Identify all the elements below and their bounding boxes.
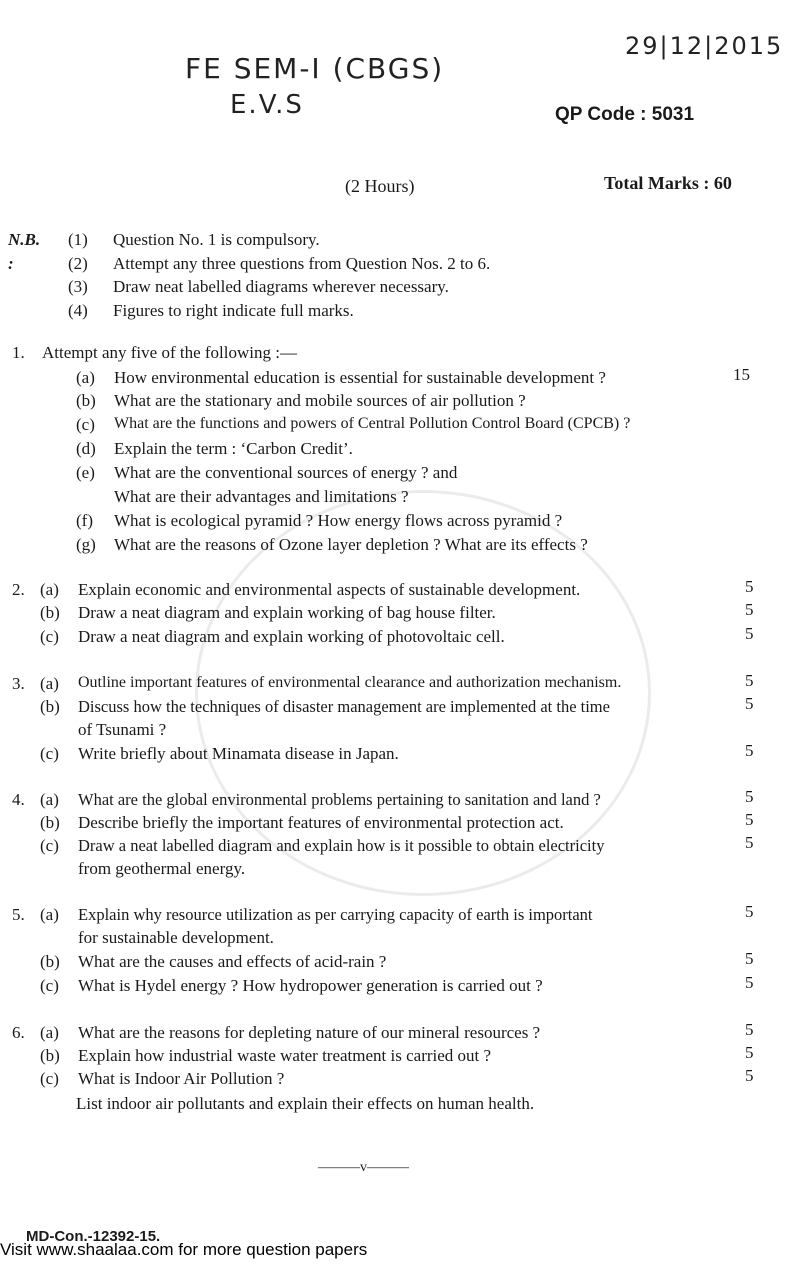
question-part: Discuss how the techniques of disaster management are implemented at the time <box>78 697 610 716</box>
question-part: Explain why resource utilization as per carrying capacity of earth is important <box>78 905 593 924</box>
question-part: What is Hydel energy ? How hydropower generation is carried out ? <box>78 976 543 995</box>
question-paper-page: FE SEM-I (CBGS) E.V.S 29|12|2015 QP Code : 5031 (2 Hours) Total Marks : 60 N.B. : (1) Question No. 1 is compulsory. (2) Attempt any three questions from Question Nos. 2 to 6. (3) Draw neat labelled diagrams wherever necessary. (4) Figures to right indicate full marks. 1. Attempt any five of the following :— (a) How environmental education is essential for sustainable development ? 15 (b) What are the stationary and mobile sources of air pollution ? (c) What are the functions and powers of Central Pollution Control Board (CPCB) ? (d) Explain the term : ‘Carbon Credit’. (e) What are the conventional sources of energy ? and What are their advantages and limitations ? (f) What is ecological pyramid ? How energy flows across pyramid ? (g) What are the reasons of Ozone layer depletion ? What are its effects ? 2. (a) Explain economic and environmental aspects of sustainable development. 5 (b) Draw a neat diagram and explain working of bag house filter. 5 (c) Draw a neat diagram and explain working of photovoltaic cell. 5 3. (a) Outline important features of environmental clearance and authorization mechanism. 5 (b) Discuss how the techniques of disaster management are implemented at the time 5 of Tsunami ? (c) Write briefly about Minamata disease in Japan. 5 4. (a) What are the global environmental problems pertaining to sanitation and land ? 5 (b) Describe briefly the important features of environmental protection act. 5 (c) Draw a neat labelled diagram and explain how is it possible to obtain electricity 5 from geothermal energy. 5. (a) Explain why resource utilization as per carrying capacity of earth is important 5 for sustainable development. (b) What are the causes and effects of acid-rain ? 5 (c) What is Hydel energy ? How hydropower generation is carried out ? 5 6. (a) What are the reasons for depleting nature of our mineral resources ? 5 (b) Explain how industrial waste water treatment is carried out ? 5 (c) What is Indoor Air Pollution ? 5 List indoor air pollutants and explain their effects on human health. ———v——— MD-Con.-12392-15. Visit www.shaalaa.com for more question papers <box>0 32 784 1259</box>
question-part: Draw a neat diagram and explain working of bag house filter. <box>78 603 496 622</box>
question-number: 5. <box>12 905 25 924</box>
marks-value: 5 <box>745 600 754 619</box>
marks-value: 5 <box>745 949 754 968</box>
marks-value: 5 <box>745 1020 754 1039</box>
question-part: Explain economic and environmental aspects of sustainable development. <box>78 580 581 599</box>
marks-value: 5 <box>745 1066 754 1085</box>
question-part: Draw a neat labelled diagram and explain how is it possible to obtain electricity <box>78 836 605 855</box>
question-part: What is Indoor Air Pollution ? <box>78 1069 285 1088</box>
duration: (2 Hours) <box>345 176 415 196</box>
question-part: What are the reasons of Ozone layer depletion ? What are its effects ? <box>114 535 588 554</box>
marks-value: 15 <box>733 365 750 384</box>
question-number: 4. <box>12 790 25 809</box>
end-of-paper-mark: ———v——— <box>318 1160 409 1175</box>
question-part: Write briefly about Minamata disease in Japan. <box>78 744 399 763</box>
question-part: of Tsunami ? <box>78 720 167 739</box>
question-part: How environmental education is essential for sustainable development ? <box>114 368 606 387</box>
marks-value: 5 <box>745 741 754 760</box>
question-part: Draw a neat diagram and explain working of photovoltaic cell. <box>78 627 505 646</box>
question-part: for sustainable development. <box>78 928 274 947</box>
question-part: Outline important features of environmental clearance and authorization mechanism. <box>78 674 622 691</box>
question-part: What are the global environmental problems pertaining to sanitation and land ? <box>78 790 601 809</box>
marks-value: 5 <box>745 902 754 921</box>
instruction-item: (4) Figures to right indicate full marks. <box>68 300 354 320</box>
instruction-item: (2) Attempt any three questions from Question Nos. 2 to 6. <box>68 253 491 273</box>
total-marks: Total Marks : 60 <box>604 173 732 193</box>
qp-code: QP Code : 5031 <box>555 104 695 125</box>
question-part: What are the stationary and mobile sources of air pollution ? <box>114 391 526 410</box>
question-part: from geothermal energy. <box>78 859 246 878</box>
marks-value: 5 <box>745 787 754 806</box>
instructions-label: N.B. : <box>8 230 41 273</box>
question-number: 6. <box>12 1023 25 1042</box>
question-number: 1. <box>12 343 25 362</box>
question-part: Explain the term : ‘Carbon Credit’. <box>114 439 353 458</box>
marks-value: 5 <box>745 973 754 992</box>
document-code: MD-Con.-12392-15. <box>26 1228 161 1245</box>
question-part: Describe briefly the important features of environmental protection act. <box>78 813 564 832</box>
question-part: What is ecological pyramid ? How energy flows across pyramid ? <box>114 511 563 530</box>
question-number: 3. <box>12 674 25 693</box>
question-part: List indoor air pollutants and explain their effects on human health. <box>76 1094 535 1113</box>
footer-link[interactable]: Visit www.shaalaa.com for more question papers <box>0 1240 368 1259</box>
handwritten-subject: E.V.S <box>230 90 304 120</box>
question-part: Explain how industrial waste water treatment is carried out ? <box>78 1046 492 1065</box>
marks-value: 5 <box>745 671 754 690</box>
marks-value: 5 <box>745 810 754 829</box>
handwritten-class: FE SEM-I (CBGS) <box>185 52 445 85</box>
question-part: What are their advantages and limitations ? <box>114 487 409 506</box>
question-part: What are the conventional sources of energy ? and <box>114 463 458 482</box>
marks-value: 5 <box>745 694 754 713</box>
marks-value: 5 <box>745 577 754 596</box>
marks-value: 5 <box>745 1043 754 1062</box>
question-part: What are the reasons for depleting nature of our mineral resources ? <box>78 1023 541 1042</box>
instruction-item: (3) Draw neat labelled diagrams wherever necessary. <box>68 277 449 296</box>
question-part: What are the causes and effects of acid-rain ? <box>78 952 387 971</box>
question-number: 2. <box>12 580 25 599</box>
marks-value: 5 <box>745 833 754 852</box>
handwritten-date: 29|12|2015 <box>625 32 784 60</box>
question-title: Attempt any five of the following :— <box>42 343 297 362</box>
marks-value: 5 <box>745 624 754 643</box>
question-part: What are the functions and powers of Central Pollution Control Board (CPCB) ? <box>114 415 631 432</box>
instruction-item: (1) Question No. 1 is compulsory. <box>68 230 320 249</box>
